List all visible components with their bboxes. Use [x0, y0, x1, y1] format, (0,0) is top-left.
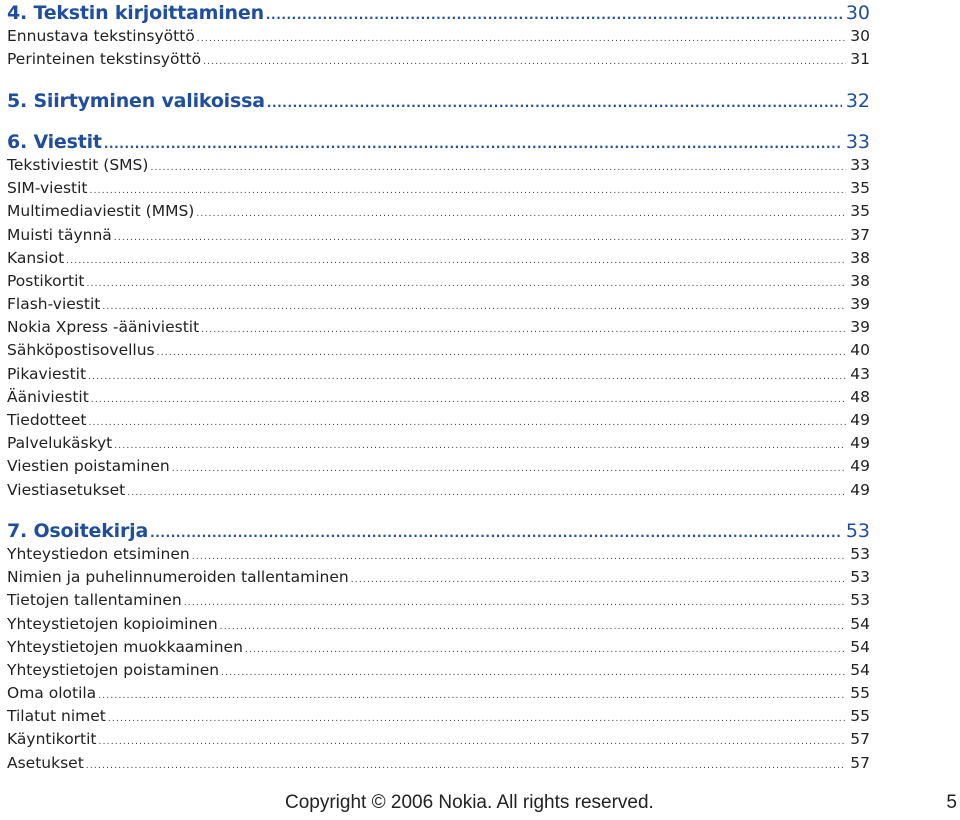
- toc-entry[interactable]: [7, 339, 870, 362]
- toc-page-number: 33: [850, 155, 870, 174]
- dot-leader: [86, 755, 846, 778]
- toc-page-number: 33: [845, 130, 870, 153]
- dot-leader: [267, 92, 842, 115]
- dot-leader: [104, 133, 842, 156]
- dot-leader: [184, 592, 847, 615]
- toc-entry[interactable]: [7, 705, 870, 728]
- toc-page-number: 32: [845, 89, 870, 112]
- toc-page-number: 30: [845, 2, 870, 24]
- toc-entry-title: Oma olotila: [7, 684, 97, 703]
- toc-entry-title: Yhteystietojen kopioiminen: [7, 614, 218, 633]
- toc-entry-title: Viestien poistaminen: [7, 457, 170, 476]
- toc-entry[interactable]: [7, 752, 870, 775]
- toc-entry-title: Viestiasetukset: [7, 480, 126, 499]
- toc-page-number: 53: [845, 519, 870, 542]
- toc-entry[interactable]: [7, 636, 870, 659]
- toc-chapter-title: 4. Tekstin kirjoittaminen: [7, 2, 264, 24]
- toc-entry-title: Yhteystiedon etsiminen: [7, 544, 190, 563]
- dot-leader: [201, 319, 846, 342]
- toc-page-number: 54: [850, 637, 870, 656]
- toc-page-number: 43: [850, 364, 870, 383]
- toc-chapter-7[interactable]: [7, 520, 870, 543]
- dot-leader: [98, 685, 846, 708]
- toc-entry-title: Tilatut nimet: [7, 707, 106, 726]
- toc-chapter-4[interactable]: [7, 2, 870, 25]
- toc-page-number: 40: [850, 341, 870, 360]
- toc-page-number: 48: [850, 387, 870, 406]
- toc-entry-title: Tiedotteet: [7, 411, 87, 429]
- page-footer: [0, 792, 960, 820]
- page-number: 5: [946, 792, 957, 813]
- toc-page-number: 49: [850, 457, 870, 476]
- toc-entry[interactable]: [7, 613, 870, 636]
- toc-entry-title: Kansiot: [7, 248, 65, 267]
- toc-entry[interactable]: [7, 386, 870, 409]
- toc-entry[interactable]: [7, 316, 870, 339]
- toc-entry-title: Tekstiviestit (SMS): [7, 155, 149, 174]
- toc-entry[interactable]: [7, 682, 870, 705]
- dot-leader: [114, 227, 846, 250]
- dot-leader: [203, 51, 846, 74]
- dot-leader: [127, 482, 846, 505]
- dot-leader: [172, 458, 847, 481]
- toc-page-number: 54: [850, 660, 870, 679]
- dot-leader: [150, 522, 842, 545]
- toc-entry-title: Tietojen tallentaminen: [7, 591, 182, 610]
- dot-leader: [266, 4, 842, 27]
- toc-chapter-title: 5. Siirtyminen valikoissa: [7, 89, 265, 112]
- toc-entry[interactable]: [7, 455, 870, 478]
- toc-chapter-title: 7. Osoitekirja: [7, 519, 149, 542]
- toc-entry[interactable]: [7, 177, 870, 200]
- toc-page-number: 55: [850, 684, 870, 703]
- toc-entry[interactable]: [7, 659, 870, 682]
- toc-entry-title: Nimien ja puhelinnumeroiden tallentaminen: [7, 568, 349, 587]
- toc-page-number: 30: [850, 27, 870, 46]
- toc-entry-title: Nokia Xpress -ääniviestit: [7, 318, 200, 337]
- toc-entry-title: Sähköpostisovellus: [7, 341, 155, 360]
- toc-entry[interactable]: [7, 409, 870, 432]
- toc-chapter-6[interactable]: [7, 131, 870, 154]
- dot-leader: [66, 250, 846, 273]
- toc-entry[interactable]: [7, 432, 870, 455]
- dot-leader: [157, 342, 847, 365]
- toc-page-number: 39: [850, 318, 870, 337]
- toc-page-number: 35: [850, 202, 870, 221]
- toc-page-number: 54: [850, 614, 870, 633]
- toc-entry[interactable]: [7, 270, 870, 293]
- toc-page-number: 49: [850, 434, 870, 453]
- toc-entry-title: Muisti täynnä: [7, 225, 112, 244]
- toc-entry-title: Asetukset: [7, 753, 84, 772]
- toc-page-number: 53: [850, 568, 870, 587]
- toc-entry[interactable]: [7, 25, 870, 48]
- table-of-contents: [7, 2, 870, 775]
- toc-entry-title: Yhteystietojen muokkaaminen: [7, 637, 243, 656]
- toc-page-number: 49: [850, 480, 870, 499]
- toc-entry[interactable]: [7, 200, 870, 223]
- dot-leader: [90, 180, 847, 203]
- dot-leader: [88, 412, 846, 435]
- copyright-notice: Copyright © 2006 Nokia. All rights reserved.: [285, 792, 654, 813]
- toc-entry[interactable]: [7, 479, 870, 502]
- dot-leader: [221, 662, 846, 685]
- toc-page-number: 38: [850, 271, 870, 290]
- toc-entry-title: Ääniviestit: [7, 387, 89, 406]
- toc-entry-title: Pikaviestit: [7, 364, 87, 383]
- toc-entry[interactable]: [7, 566, 870, 589]
- dot-leader: [196, 203, 846, 226]
- toc-entry-title: Ennustava tekstinsyöttö: [7, 27, 195, 46]
- toc-entry[interactable]: [7, 543, 870, 566]
- dot-leader: [220, 616, 847, 639]
- toc-page-number: 31: [850, 50, 870, 69]
- dot-leader: [150, 157, 846, 180]
- toc-page-number: 53: [850, 591, 870, 610]
- toc-page-number: 57: [850, 753, 870, 772]
- toc-entry[interactable]: [7, 728, 870, 751]
- toc-entry-title: Flash-viestit: [7, 295, 101, 314]
- toc-entry[interactable]: [7, 154, 870, 177]
- dot-leader: [99, 731, 847, 754]
- toc-page-number: 55: [850, 707, 870, 726]
- toc-entry-title: SIM-viestit: [7, 179, 88, 198]
- toc-entry[interactable]: [7, 363, 870, 386]
- toc-entry-title: Multimediaviestit (MMS): [7, 202, 195, 221]
- dot-leader: [88, 366, 846, 389]
- dot-leader: [114, 435, 846, 458]
- toc-entry[interactable]: [7, 48, 870, 71]
- toc-entry-title: Palvelukäskyt: [7, 434, 113, 453]
- toc-page-number: 35: [850, 179, 870, 198]
- dot-leader: [108, 708, 846, 731]
- toc-chapter-title: 6. Viestit: [7, 130, 102, 153]
- toc-entry-title: Yhteystietojen poistaminen: [7, 660, 220, 679]
- dot-leader: [197, 28, 847, 51]
- toc-entry-title: Perinteinen tekstinsyöttö: [7, 50, 202, 69]
- toc-page-number: 39: [850, 295, 870, 314]
- toc-entry[interactable]: [7, 247, 870, 270]
- toc-page-number: 49: [850, 411, 870, 429]
- toc-page-number: 37: [850, 225, 870, 244]
- toc-page-number: 38: [850, 248, 870, 267]
- toc-entry-title: Käyntikortit: [7, 730, 97, 749]
- toc-entry-title: Postikortit: [7, 271, 85, 290]
- section-gap: [7, 113, 870, 131]
- toc-entry[interactable]: [7, 293, 870, 316]
- toc-page-number: 53: [850, 544, 870, 563]
- dot-leader: [102, 296, 846, 319]
- toc-entry[interactable]: [7, 224, 870, 247]
- dot-leader: [86, 273, 846, 296]
- dot-leader: [351, 569, 847, 592]
- toc-page-number: 57: [850, 730, 870, 749]
- toc-entry[interactable]: [7, 589, 870, 612]
- dot-leader: [245, 639, 846, 662]
- dot-leader: [91, 389, 846, 412]
- toc-chapter-5[interactable]: [7, 90, 870, 113]
